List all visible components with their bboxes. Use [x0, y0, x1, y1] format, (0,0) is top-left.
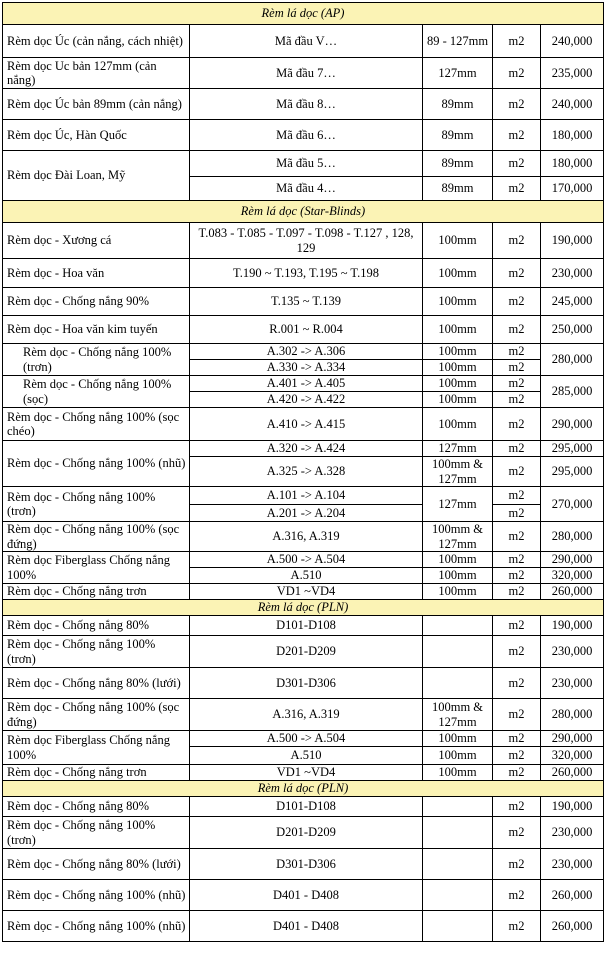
product-code: A.316, A.319 — [190, 699, 423, 731]
product-code: A.510 — [190, 747, 423, 765]
product-code: A.500 -> A.504 — [190, 552, 423, 568]
unit: m2 — [493, 392, 541, 408]
table-row — [3, 699, 604, 731]
unit: m2 — [493, 552, 541, 568]
price: 320,000 — [541, 568, 604, 584]
product-code: VD1 ~VD4 — [190, 765, 423, 781]
slat-size: 89mm — [423, 120, 493, 151]
unit: m2 — [493, 849, 541, 880]
unit: m2 — [493, 731, 541, 747]
product-code: A.401 -> A.405 — [190, 376, 423, 392]
product-name: Rèm dọc - Chống nắng 100% (trơn) — [3, 817, 190, 849]
slat-size: 100mm — [423, 408, 493, 441]
product-name: Rèm dọc - Chống nắng 100% (sọc chéo) — [3, 408, 190, 441]
slat-size: 127mm — [423, 487, 493, 522]
product-code: A.316, A.319 — [190, 522, 423, 552]
price: 230,000 — [541, 849, 604, 880]
table-row — [3, 817, 604, 849]
slat-size — [423, 636, 493, 668]
product-code: A.330 -> A.334 — [190, 360, 423, 376]
unit: m2 — [493, 505, 541, 522]
price: 240,000 — [541, 25, 604, 58]
price: 280,000 — [541, 522, 604, 552]
product-name: Rèm dọc - Chống nắng 80% — [3, 616, 190, 636]
slat-size: 89mm — [423, 89, 493, 120]
price: 290,000 — [541, 408, 604, 441]
product-name: Rèm dọc - Chống nắng 100% (sọc đứng) — [3, 699, 190, 731]
product-code: A.101 -> A.104 — [190, 487, 423, 505]
price: 230,000 — [541, 259, 604, 288]
unit: m2 — [493, 89, 541, 120]
price: 290,000 — [541, 731, 604, 747]
unit: m2 — [493, 120, 541, 151]
table-row — [3, 316, 604, 344]
product-code: A.510 — [190, 568, 423, 584]
unit: m2 — [493, 797, 541, 817]
price: 280,000 — [541, 699, 604, 731]
slat-size: 100mm — [423, 259, 493, 288]
table-row — [3, 25, 604, 58]
product-name: Rèm dọc - Chống nắng 100% (trơn) — [3, 487, 190, 522]
product-code: T.083 - T.085 - T.097 - T.098 - T.127 , 128, 129 — [190, 223, 423, 259]
price: 235,000 — [541, 58, 604, 89]
product-name: Rèm dọc - Chống nắng 100% (nhũ) — [3, 441, 190, 487]
slat-size: 89 - 127mm — [423, 25, 493, 58]
price: 295,000 — [541, 441, 604, 457]
slat-size: 100mm — [423, 376, 493, 392]
product-code: D401 - D408 — [190, 880, 423, 911]
unit: m2 — [493, 457, 541, 487]
slat-size: 100mm — [423, 344, 493, 360]
table-row — [3, 376, 604, 392]
slat-size: 100mm — [423, 552, 493, 568]
product-code: R.001 ~ R.004 — [190, 316, 423, 344]
table-row — [3, 344, 604, 360]
slat-size — [423, 880, 493, 911]
price: 240,000 — [541, 89, 604, 120]
table-row — [3, 151, 604, 177]
table-row — [3, 668, 604, 699]
table-row — [3, 636, 604, 668]
product-code: D101-D108 — [190, 797, 423, 817]
section-title: Rèm lá dọc (Star-Blinds) — [3, 201, 604, 223]
product-name: Rèm dọc Úc, Hàn Quốc — [3, 120, 190, 151]
product-name: Rèm dọc Đài Loan, Mỹ — [3, 151, 190, 201]
price: 190,000 — [541, 223, 604, 259]
price: 230,000 — [541, 668, 604, 699]
product-name: Rèm dọc - Chống nắng 90% — [3, 288, 190, 316]
slat-size: 100mm — [423, 747, 493, 765]
unit: m2 — [493, 616, 541, 636]
product-name: Rèm dọc - Chống nắng 100% (nhũ) — [3, 911, 190, 942]
table-row — [3, 441, 604, 457]
section-header-row — [3, 201, 604, 223]
product-name: Rèm dọc Fiberglass Chống nắng 100% — [3, 552, 190, 584]
unit: m2 — [493, 584, 541, 600]
product-name: Rèm dọc - Chống nắng trơn — [3, 765, 190, 781]
product-code: D401 - D408 — [190, 911, 423, 942]
product-code: D101-D108 — [190, 616, 423, 636]
unit: m2 — [493, 817, 541, 849]
slat-size: 127mm — [423, 58, 493, 89]
slat-size: 100mm & 127mm — [423, 457, 493, 487]
product-code: Mã đầu 5… — [190, 151, 423, 177]
price: 190,000 — [541, 797, 604, 817]
product-code: A.500 -> A.504 — [190, 731, 423, 747]
product-name: Rèm dọc - Chống nắng 100% (nhũ) — [3, 880, 190, 911]
slat-size: 100mm — [423, 223, 493, 259]
section-title: Rèm lá dọc (PLN) — [3, 781, 604, 797]
product-code: Mã đầu V… — [190, 25, 423, 58]
product-code: A.302 -> A.306 — [190, 344, 423, 360]
section-title: Rèm lá dọc (AP) — [3, 3, 604, 25]
unit: m2 — [493, 288, 541, 316]
price: 290,000 — [541, 552, 604, 568]
product-code: D301-D306 — [190, 668, 423, 699]
product-code: A.325 -> A.328 — [190, 457, 423, 487]
slat-size: 100mm — [423, 584, 493, 600]
price: 170,000 — [541, 177, 604, 201]
unit: m2 — [493, 376, 541, 392]
unit: m2 — [493, 747, 541, 765]
table-row — [3, 880, 604, 911]
slat-size — [423, 911, 493, 942]
product-code: Mã đầu 4… — [190, 177, 423, 201]
unit: m2 — [493, 344, 541, 360]
product-name: Rèm dọc - Chống nắng 100% (sọc) — [3, 376, 190, 408]
price: 285,000 — [541, 376, 604, 408]
table-row — [3, 408, 604, 441]
table-row — [3, 120, 604, 151]
unit: m2 — [493, 911, 541, 942]
product-code: Mã đầu 7… — [190, 58, 423, 89]
price-table — [2, 2, 604, 942]
unit: m2 — [493, 487, 541, 505]
unit: m2 — [493, 360, 541, 376]
table-row — [3, 797, 604, 817]
product-code: T.135 ~ T.139 — [190, 288, 423, 316]
price: 250,000 — [541, 316, 604, 344]
table-row — [3, 487, 604, 505]
table-row — [3, 849, 604, 880]
slat-size: 89mm — [423, 151, 493, 177]
unit: m2 — [493, 699, 541, 731]
unit: m2 — [493, 441, 541, 457]
table-row — [3, 616, 604, 636]
price: 260,000 — [541, 880, 604, 911]
slat-size — [423, 817, 493, 849]
unit: m2 — [493, 58, 541, 89]
table-row — [3, 584, 604, 600]
unit: m2 — [493, 223, 541, 259]
slat-size: 100mm & 127mm — [423, 699, 493, 731]
product-name: Rèm dọc Úc bản 89mm (cản nắng) — [3, 89, 190, 120]
table-row — [3, 288, 604, 316]
product-name: Rèm dọc - Chống nắng 100% (sọc đứng) — [3, 522, 190, 552]
slat-size: 100mm — [423, 392, 493, 408]
product-name: Rèm dọc - Chống nắng trơn — [3, 584, 190, 600]
price: 260,000 — [541, 584, 604, 600]
price: 295,000 — [541, 457, 604, 487]
product-name: Rèm dọc Uc bản 127mm (cản nắng) — [3, 58, 190, 89]
product-name: Rèm dọc - Chống nắng 80% (lưới) — [3, 668, 190, 699]
slat-size: 100mm — [423, 731, 493, 747]
slat-size — [423, 616, 493, 636]
product-name: Rèm dọc Úc (cản nắng, cách nhiệt) — [3, 25, 190, 58]
price: 180,000 — [541, 151, 604, 177]
product-name: Rèm dọc - Chống nắng 80% — [3, 797, 190, 817]
unit: m2 — [493, 880, 541, 911]
price: 230,000 — [541, 636, 604, 668]
price: 245,000 — [541, 288, 604, 316]
slat-size: 127mm — [423, 441, 493, 457]
product-code: VD1 ~VD4 — [190, 584, 423, 600]
table-row — [3, 223, 604, 259]
price: 260,000 — [541, 911, 604, 942]
unit: m2 — [493, 636, 541, 668]
price: 180,000 — [541, 120, 604, 151]
table-row — [3, 58, 604, 89]
section-header-row — [3, 781, 604, 797]
unit: m2 — [493, 568, 541, 584]
product-code: A.201 -> A.204 — [190, 505, 423, 522]
unit: m2 — [493, 25, 541, 58]
slat-size — [423, 849, 493, 880]
price: 320,000 — [541, 747, 604, 765]
table-row — [3, 552, 604, 568]
table-row — [3, 731, 604, 747]
slat-size: 100mm — [423, 316, 493, 344]
product-code: Mã đầu 8… — [190, 89, 423, 120]
product-code: A.410 -> A.415 — [190, 408, 423, 441]
price: 270,000 — [541, 487, 604, 522]
slat-size: 100mm & 127mm — [423, 522, 493, 552]
section-header-row — [3, 600, 604, 616]
price: 280,000 — [541, 344, 604, 376]
product-name: Rèm dọc - Hoa văn — [3, 259, 190, 288]
table-row — [3, 765, 604, 781]
product-name: Rèm dọc - Chống nắng 80% (lưới) — [3, 849, 190, 880]
section-title: Rèm lá dọc (PLN) — [3, 600, 604, 616]
slat-size — [423, 797, 493, 817]
product-code: Mã đầu 6… — [190, 120, 423, 151]
unit: m2 — [493, 668, 541, 699]
unit: m2 — [493, 765, 541, 781]
product-code: D201-D209 — [190, 817, 423, 849]
unit: m2 — [493, 522, 541, 552]
slat-size: 100mm — [423, 765, 493, 781]
product-code: D301-D306 — [190, 849, 423, 880]
product-name: Rèm dọc - Xương cá — [3, 223, 190, 259]
slat-size: 100mm — [423, 568, 493, 584]
slat-size: 100mm — [423, 360, 493, 376]
section-header-row — [3, 3, 604, 25]
unit: m2 — [493, 259, 541, 288]
table-row — [3, 89, 604, 120]
product-name: Rèm dọc - Chống nắng 100% (trơn) — [3, 344, 190, 376]
unit: m2 — [493, 151, 541, 177]
slat-size: 100mm — [423, 288, 493, 316]
price: 190,000 — [541, 616, 604, 636]
unit: m2 — [493, 177, 541, 201]
table-row — [3, 522, 604, 552]
product-code: D201-D209 — [190, 636, 423, 668]
price: 230,000 — [541, 817, 604, 849]
unit: m2 — [493, 408, 541, 441]
product-name: Rèm dọc - Chống nắng 100% (trơn) — [3, 636, 190, 668]
table-row — [3, 911, 604, 942]
product-code: T.190 ~ T.193, T.195 ~ T.198 — [190, 259, 423, 288]
product-code: A.320 -> A.424 — [190, 441, 423, 457]
slat-size: 89mm — [423, 177, 493, 201]
slat-size — [423, 668, 493, 699]
product-code: A.420 -> A.422 — [190, 392, 423, 408]
price: 260,000 — [541, 765, 604, 781]
product-name: Rèm dọc Fiberglass Chống nắng 100% — [3, 731, 190, 765]
unit: m2 — [493, 316, 541, 344]
product-name: Rèm dọc - Hoa văn kim tuyến — [3, 316, 190, 344]
table-row — [3, 259, 604, 288]
